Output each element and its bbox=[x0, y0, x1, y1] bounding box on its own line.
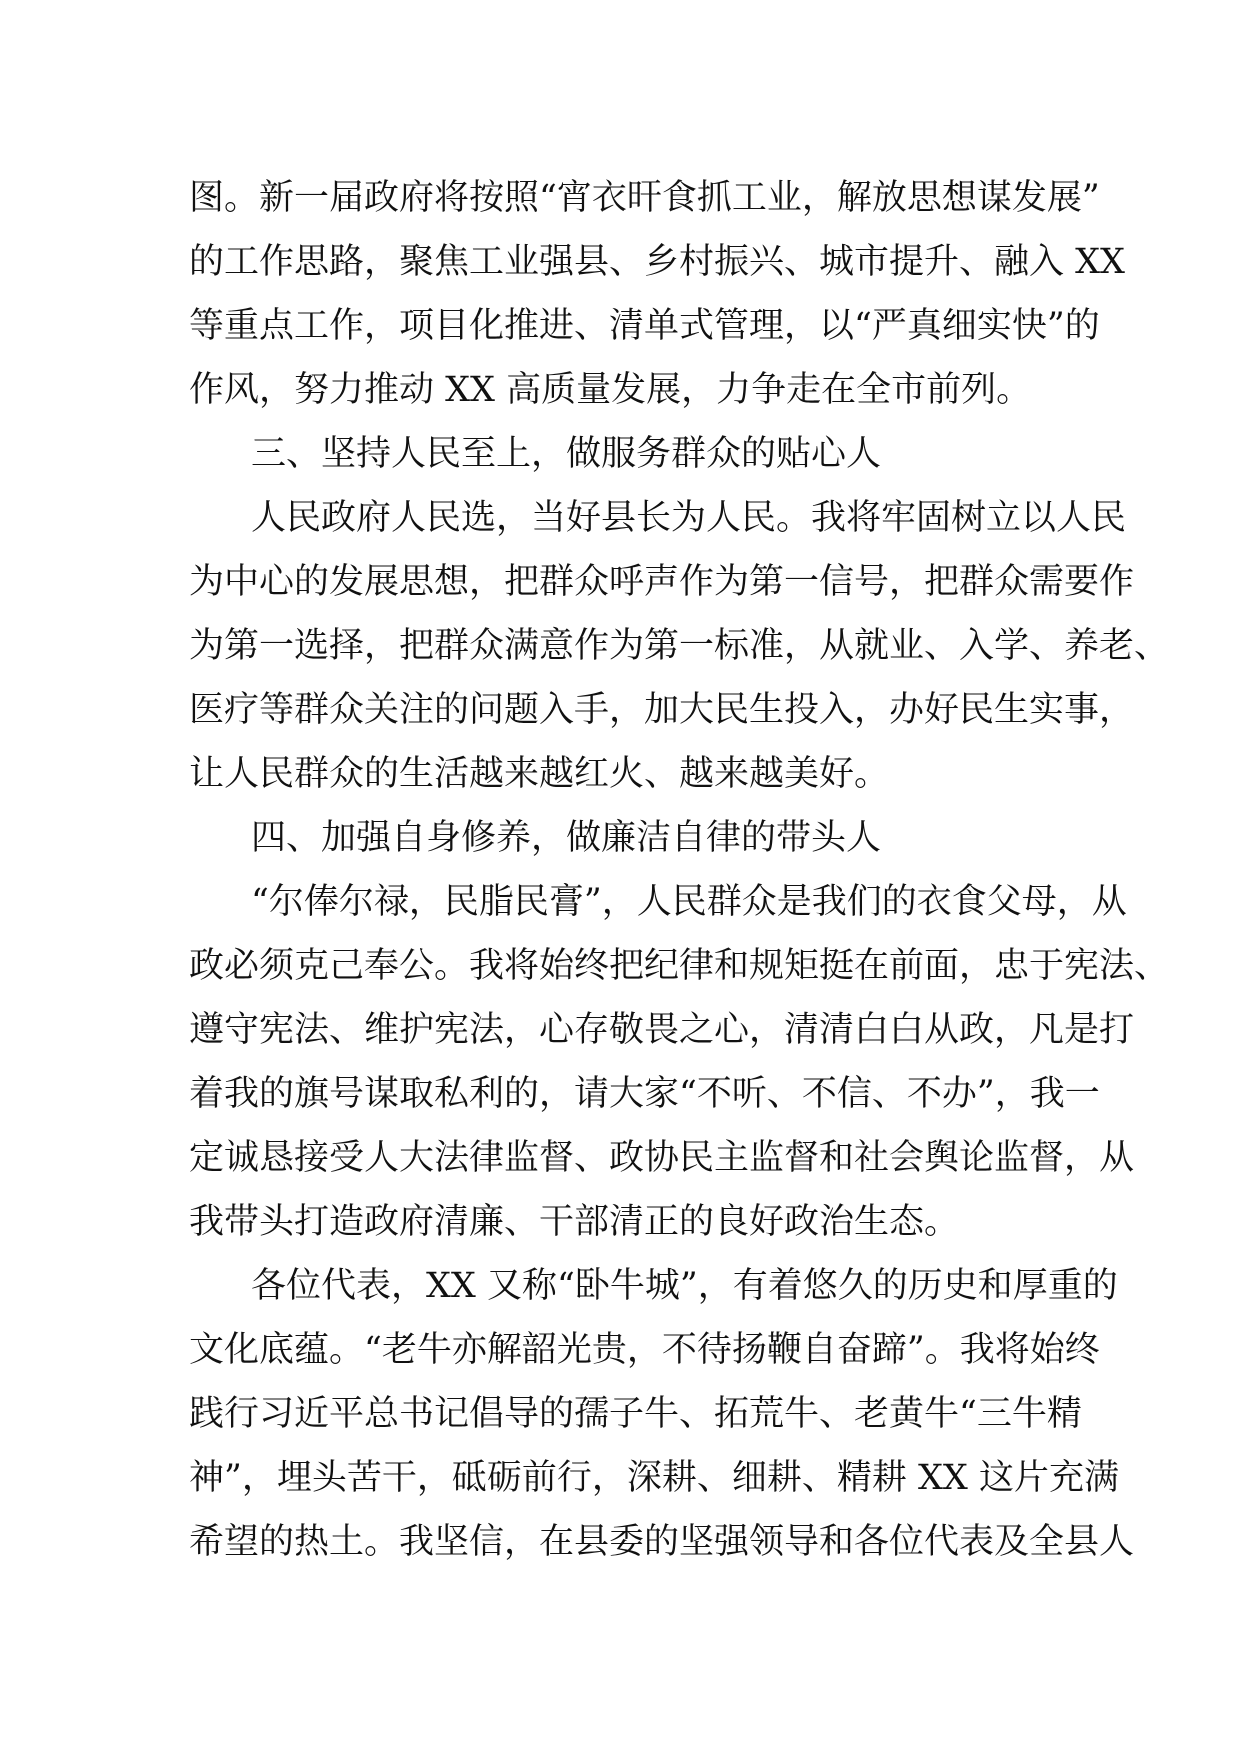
body-line: 让人民群众的生活越来越红火、越来越美好。 bbox=[189, 754, 890, 794]
body-line: 践行习近平总书记倡导的孺子牛、拓荒牛、老黄牛“三牛精 bbox=[189, 1394, 1082, 1434]
body-line: “尔俸尔禄，民脂民膏”，人民群众是我们的衣食父母，从 bbox=[251, 882, 1127, 922]
body-line: 神”，埋头苦干，砥砺前行，深耕、细耕、精耕 XX 这片充满 bbox=[189, 1458, 1119, 1498]
body-line: 遵守宪法、维护宪法，心存敬畏之心，清清白白从政，凡是打 bbox=[189, 1010, 1135, 1050]
body-line: 定诚恳接受人大法律监督、政协民主监督和社会舆论监督，从 bbox=[189, 1138, 1135, 1178]
body-line: 着我的旗号谋取私利的，请大家“不听、不信、不办”，我一 bbox=[189, 1074, 1100, 1114]
body-line: 各位代表，XX 又称“卧牛城”，有着悠久的历史和厚重的 bbox=[251, 1266, 1118, 1306]
body-line: 政必须克己奉公。我将始终把纪律和规矩挺在前面，忠于宪法、 bbox=[189, 946, 1170, 986]
body-line: 希望的热土。我坚信，在县委的坚强领导和各位代表及全县人 bbox=[189, 1522, 1135, 1562]
body-line: 文化底蕴。“老牛亦解韶光贵，不待扬鞭自奋蹄”。我将始终 bbox=[189, 1330, 1100, 1370]
body-line: 的工作思路，聚焦工业强县、乡村振兴、城市提升、融入 XX bbox=[189, 242, 1125, 282]
body-line: 图。新一届政府将按照“宵衣旰食抓工业，解放思想谋发展” bbox=[189, 178, 1100, 218]
body-line: 等重点工作，项目化推进、清单式管理，以“严真细实快”的 bbox=[189, 306, 1100, 346]
body-line: 作风，努力推动 XX 高质量发展，力争走在全市前列。 bbox=[189, 370, 1032, 410]
section-heading-3: 三、坚持人民至上，做服务群众的贴心人 bbox=[251, 434, 882, 474]
document-body bbox=[189, 166, 1170, 1574]
body-line: 为中心的发展思想，把群众呼声作为第一信号，把群众需要作 bbox=[189, 562, 1135, 602]
body-line: 人民政府人民选，当好县长为人民。我将牢固树立以人民 bbox=[251, 498, 1127, 538]
body-line: 医疗等群众关注的问题入手，加大民生投入，办好民生实事， bbox=[189, 690, 1135, 730]
section-heading-4: 四、加强自身修养，做廉洁自律的带头人 bbox=[251, 818, 882, 858]
body-line: 为第一选择，把群众满意作为第一标准，从就业、入学、养老、 bbox=[189, 626, 1170, 666]
body-line: 我带头打造政府清廉、干部清正的良好政治生态。 bbox=[189, 1202, 960, 1242]
